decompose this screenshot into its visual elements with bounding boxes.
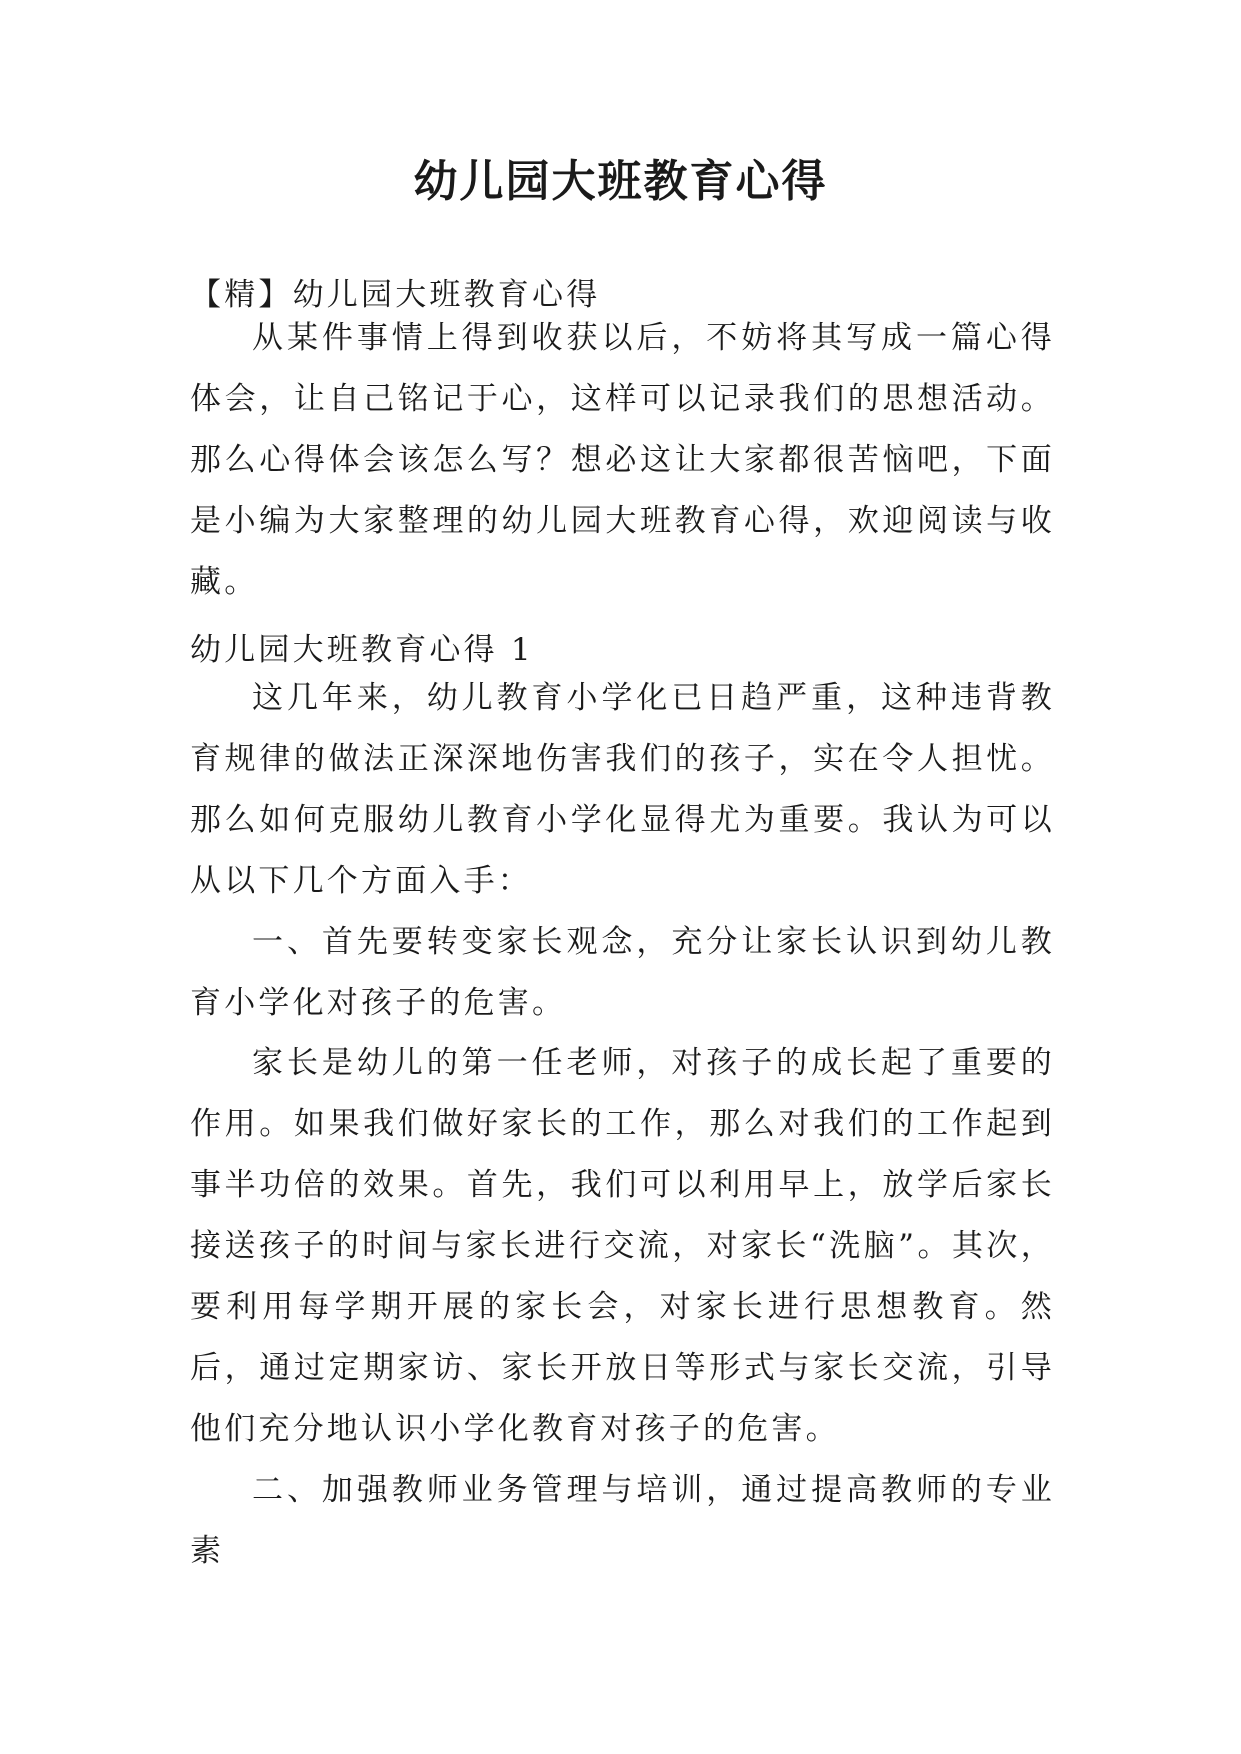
document-title: 幼儿园大班教育心得	[413, 156, 828, 207]
intro-paragraph: 从某件事情上得到收获以后，不妨将其写成一篇心得体会，让自己铭记于心，这样可以记录我们的思想活动。那么心得体会该怎么写？想必这让大家都很苦恼吧，下面是小编为大家整理的幼儿园大班教育心得，欢迎阅读与收藏。	[190, 320, 1055, 600]
body-paragraph: 二、加强教师业务管理与培训，通过提高教师的专业素	[190, 1472, 1055, 1569]
intro-heading: 【精】幼儿园大班教育心得	[190, 277, 601, 313]
body-paragraph: 一、首先要转变家长观念，充分让家长认识到幼儿教育小学化对孩子的危害。	[190, 924, 1055, 1021]
body-paragraph: 家长是幼儿的第一任老师，对孩子的成长起了重要的作用。如果我们做好家长的工作，那么对我们的工作起到事半功倍的效果。首先，我们可以利用早上，放学后家长接送孩子的时间与家长进行交流，对家长“洗脑”。其次，要利用每学期开展的家长会，对家长进行思想教育。然后，通过定期家访、家长开放日等形式与家长交流，引导他们充分地认识小学化教育对孩子的危害。	[190, 1045, 1055, 1447]
body-paragraph: 这几年来，幼儿教育小学化已日趋严重，这种违背教育规律的做法正深深地伤害我们的孩子，实在令人担忧。那么如何克服幼儿教育小学化显得尤为重要。我认为可以从以下几个方面入手：	[190, 680, 1055, 899]
section-heading: 幼儿园大班教育心得 1	[190, 632, 534, 668]
